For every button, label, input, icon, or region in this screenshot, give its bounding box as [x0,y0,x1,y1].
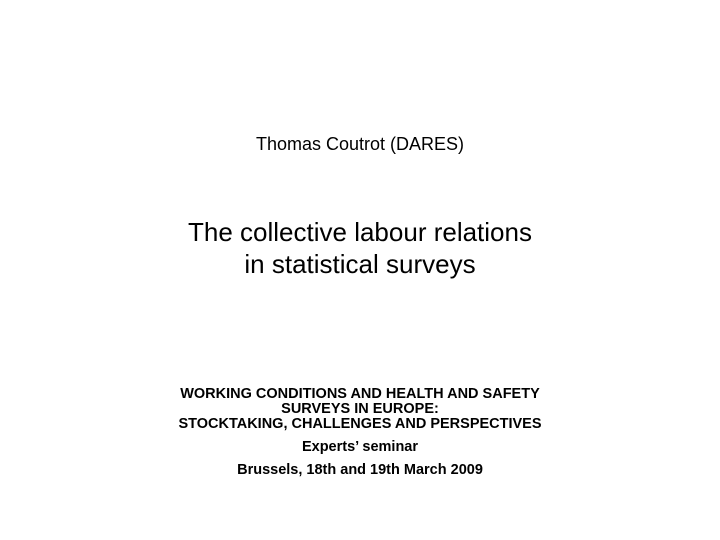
conference-line-1: WORKING CONDITIONS AND HEALTH AND SAFETY [180,386,540,402]
slide-title [0,216,720,280]
place-date: Brussels, 18th and 19th March 2009 [237,462,483,478]
seminar-label: Experts’ seminar [301,439,419,455]
title-line-1: The collective labour relations [188,217,532,247]
event-info [0,387,720,480]
title-line-2: in statistical surveys [244,249,476,279]
conference-line-3: STOCKTAKING, CHALLENGES AND PERSPECTIVES [178,416,542,432]
conference-line-2: SURVEYS IN EUROPE: [281,401,439,417]
author-line: Thomas Coutrot (DARES) [255,134,465,154]
